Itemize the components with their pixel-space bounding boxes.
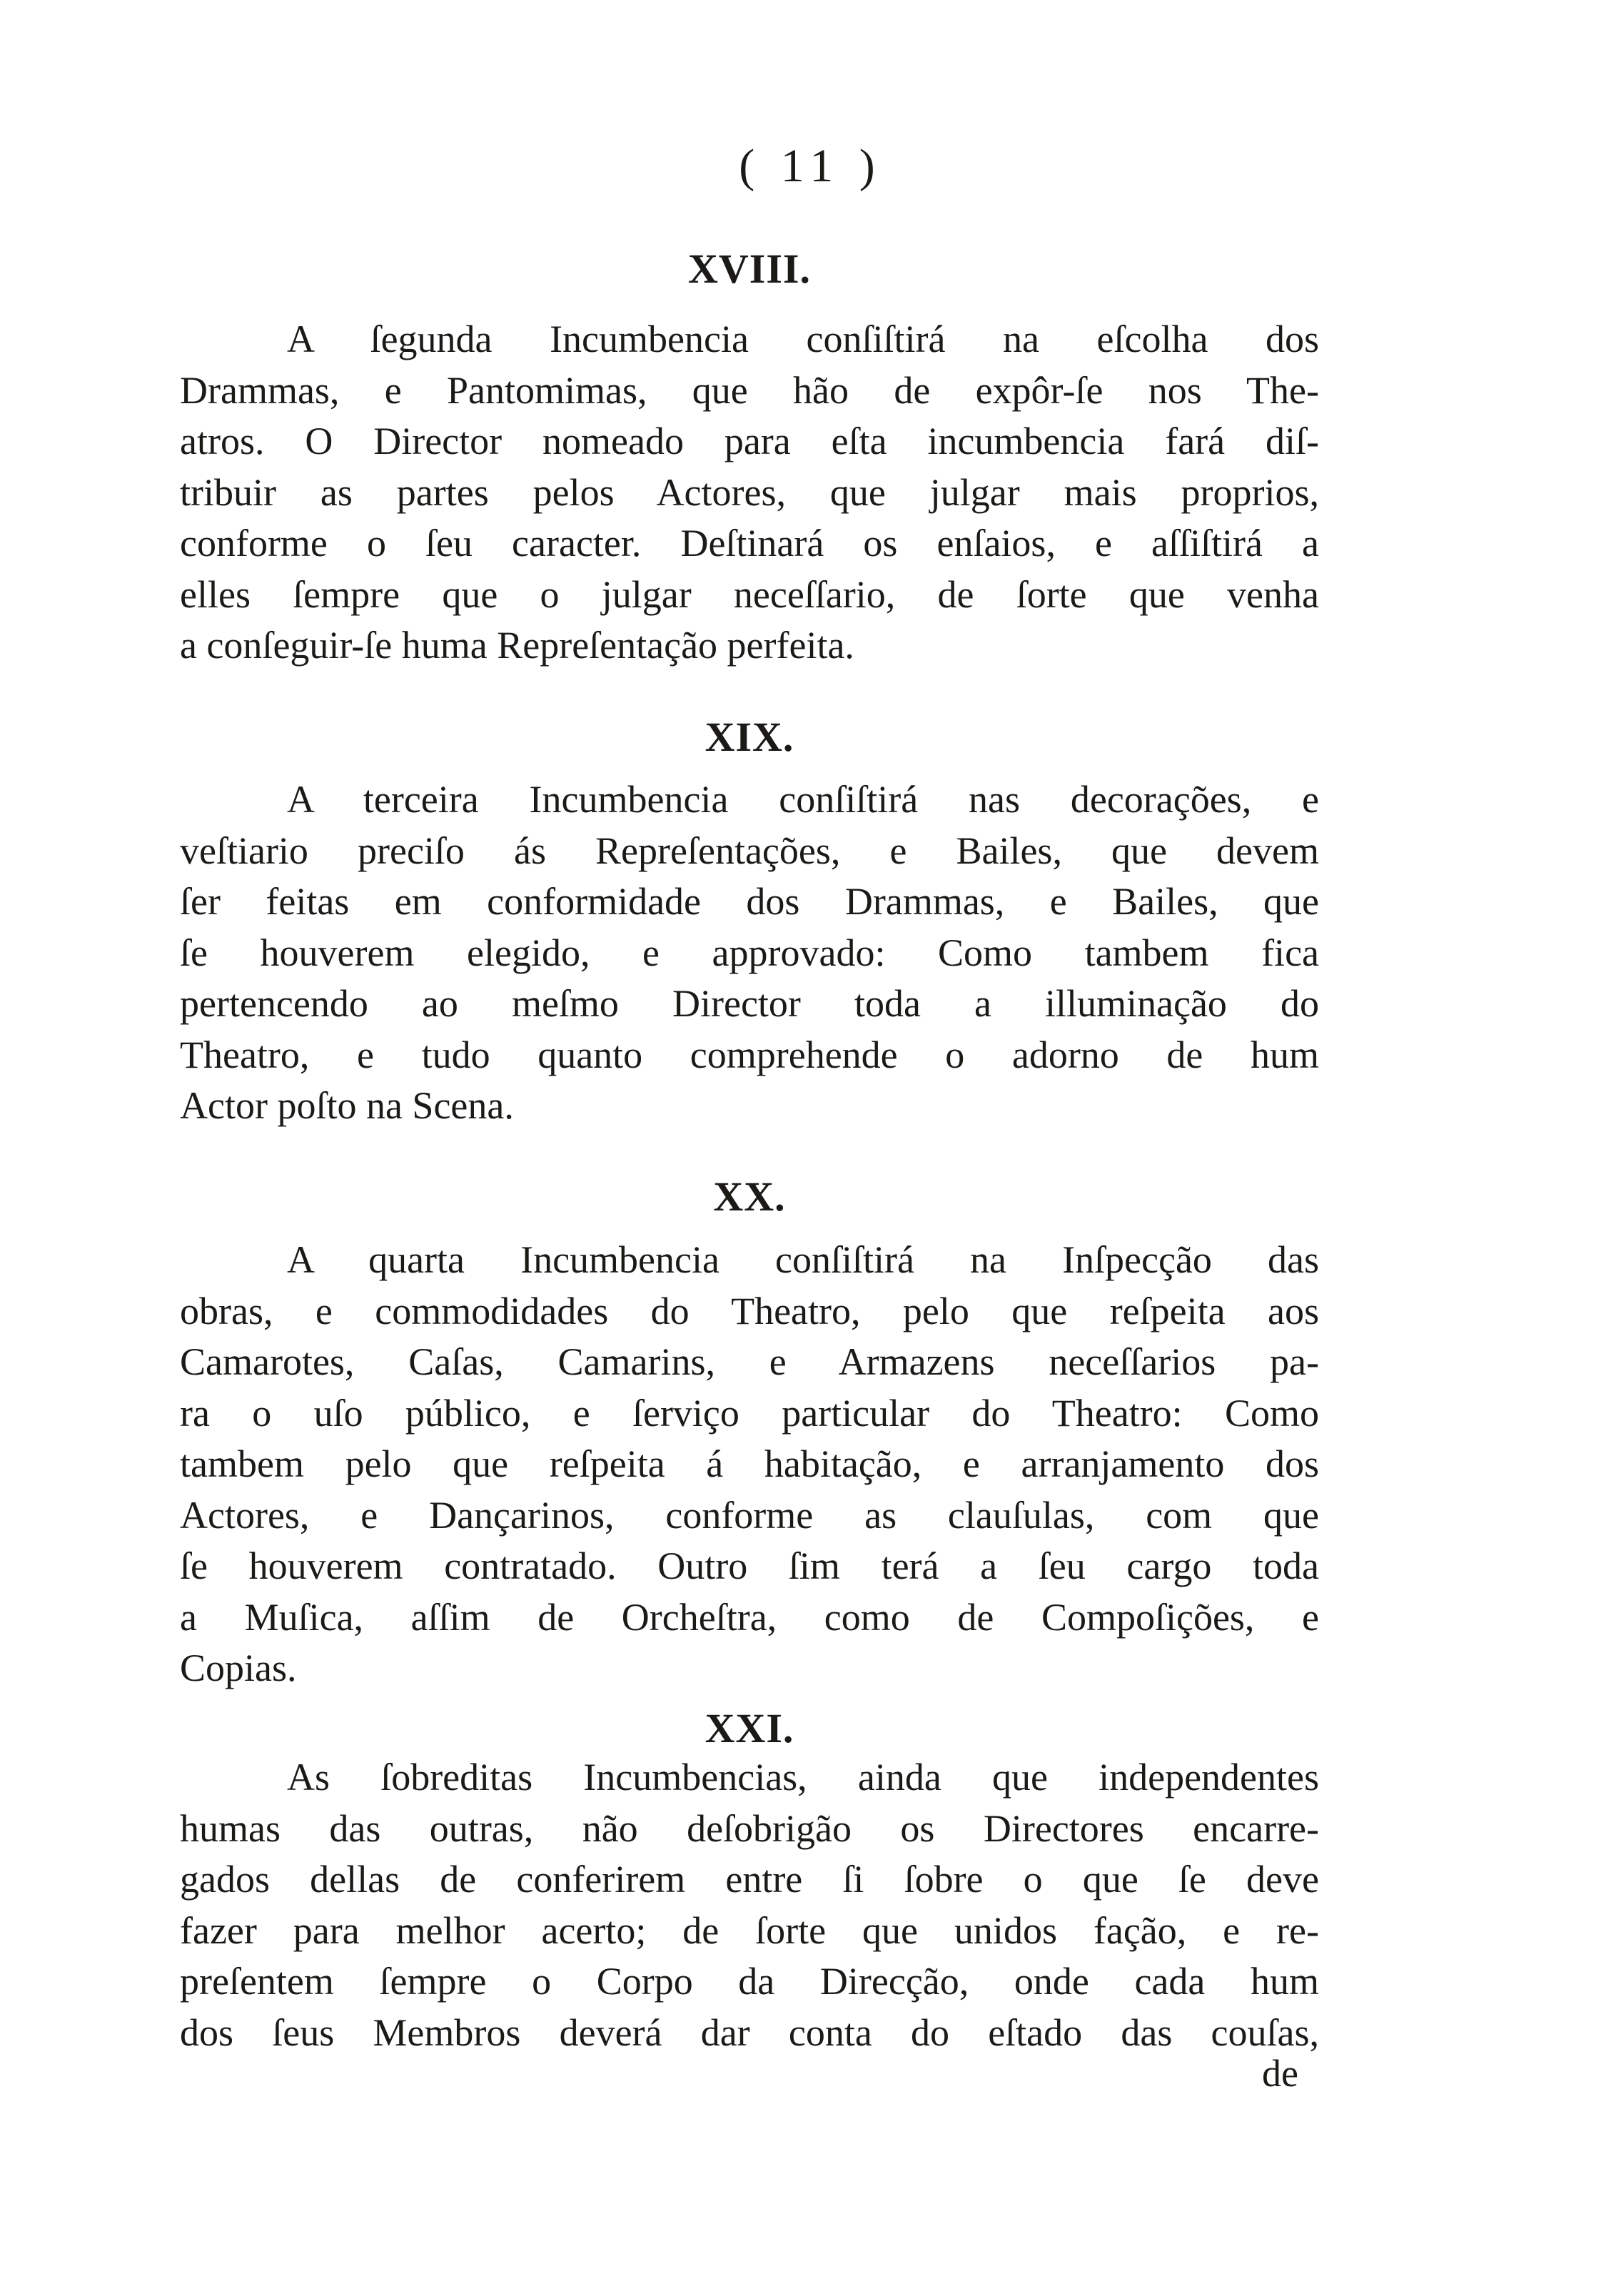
text-line: Actores, e Dançarinos, conforme as clauſulas, com que: [180, 1493, 1319, 1537]
text-line: Actor poſto na Scena.: [180, 1084, 514, 1127]
section-xxi: [180, 1705, 1319, 1751]
text-line: a Muſica, aſſim de Orcheſtra, como de Compoſições, e: [180, 1595, 1319, 1639]
text-line: atros. O Director nomeado para eſta incumbencia fará diſ-: [180, 420, 1319, 462]
text-line: tambem pelo que reſpeita á habitação, e arranjamento dos: [180, 1442, 1319, 1485]
text-line: conforme o ſeu caracter. Deſtinará os enſaios, e aſſiſtirá a: [180, 522, 1319, 565]
section-xix: [180, 714, 1319, 760]
section-xviii-body: [180, 314, 1319, 672]
text-line: A terceira Incumbencia conſiſtirá nas decorações, e: [287, 778, 1319, 821]
text-line: Drammas, e Pantomimas, que hão de expôr-ſe nos The-: [180, 368, 1319, 412]
text-line: humas das outras, não deſobrigão os Directores encarre-: [180, 1806, 1319, 1850]
section-xxi-body: [180, 1752, 1319, 2058]
section-xx: [180, 1173, 1319, 1220]
text-line: preſentem ſempre o Corpo da Direcção, onde cada hum: [180, 1960, 1319, 2003]
section-heading: XVIII.: [688, 246, 811, 292]
text-line: A ſegunda Incumbencia conſiſtirá na eſcolha dos: [287, 318, 1319, 360]
section-xviii: [180, 248, 1319, 290]
text-line: Camarotes, Caſas, Camarins, e Armazens neceſſarios pa-: [180, 1340, 1319, 1383]
paragraph: [180, 1752, 1319, 2058]
paragraph: [180, 1235, 1319, 1694]
section-heading: XIX.: [705, 714, 794, 760]
text-line: tribuir as partes pelos Actores, que julgar mais proprios,: [180, 470, 1319, 514]
text-line: veſtiario preciſo ás Repreſentações, e Bailes, que devem: [180, 829, 1319, 872]
section-xix-body: [180, 774, 1319, 1132]
text-line: ſer feitas em conformidade dos Drammas, e Bailes, que: [180, 880, 1319, 923]
text-line: obras, e commodidades do Theatro, pelo que reſpeita aos: [180, 1289, 1319, 1332]
text-line: A quarta Incumbencia conſiſtirá na Inſpecção das: [287, 1238, 1319, 1281]
text-line: As ſobreditas Incumbencias, ainda que independentes: [287, 1756, 1319, 1799]
text-line: gados dellas de conferirem entre ſi ſobre o que ſe deve: [180, 1858, 1319, 1901]
catchword: de: [1262, 2052, 1298, 2095]
section-heading: XXI.: [705, 1705, 794, 1751]
section-heading: XX.: [713, 1173, 786, 1220]
text-line: a conſeguir-ſe huma Repreſentação perfeita.: [180, 624, 854, 667]
text-line: elles ſempre que o julgar neceſſario, de ſorte que venha: [180, 572, 1319, 616]
paragraph: [180, 314, 1319, 672]
text-line: ſe houverem contratado. Outro ſim terá a ſeu cargo toda: [180, 1544, 1319, 1587]
text-line: ra o uſo público, e ſerviço particular do Theatro: Como: [180, 1391, 1319, 1435]
text-line: ſe houverem elegido, e approvado: Como tambem fica: [180, 931, 1319, 974]
text-line: fazer para melhor acerto; de ſorte que unidos fação, e re-: [180, 1908, 1319, 1952]
text-line: Copias.: [180, 1647, 297, 1689]
section-xx-body: [180, 1235, 1319, 1694]
paragraph: [180, 774, 1319, 1132]
text-line: Theatro, e tudo quanto comprehende o adorno de hum: [180, 1033, 1319, 1076]
page-number: ( 11 ): [739, 140, 882, 192]
text-line: pertencendo ao meſmo Director toda a illuminação do: [180, 982, 1319, 1025]
text-line: dos ſeus Membros deverá dar conta do eſtado das couſas,: [180, 2011, 1319, 2054]
